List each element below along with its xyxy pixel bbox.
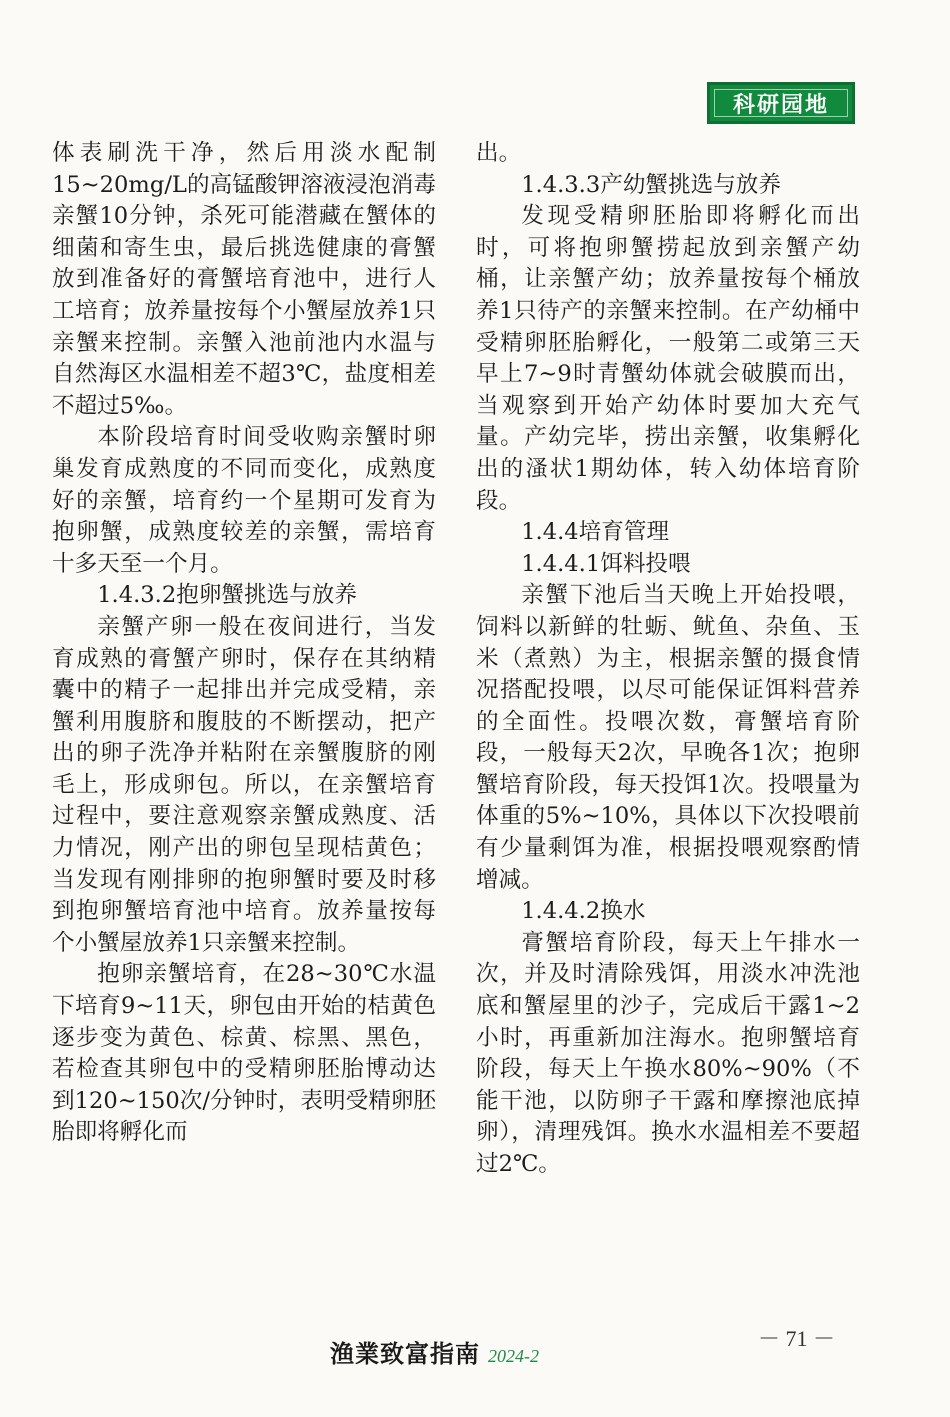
left-paragraph-4: 抱卵亲蟹培育，在28~30℃水温下培育9~11天，卵包由开始的桔黄色逐步变为黄色、棕黄、棕黑、黑色，若检查其卵包中的受精卵胚胎博动达到120~150次/分钟时，表明受精卵胚胎即将孵化而	[52, 961, 436, 1146]
section-badge	[707, 82, 855, 124]
heading-1-4-4: 1.4.4培育管理	[521, 519, 670, 546]
left-column	[52, 138, 436, 1149]
badge-frame	[714, 89, 848, 117]
footer	[330, 1334, 539, 1369]
left-paragraph-2: 本阶段培育时间受收购亲蟹时卵巢发育成熟度的不同而变化，成熟度好的亲蟹，培育约一个星期可发育为抱卵蟹，成熟度较差的亲蟹，需培育十多天至一个月。	[52, 424, 436, 577]
right-paragraph-2: 亲蟹下池后当天晚上开始投喂，饲料以新鲜的牡蛎、鱿鱼、杂鱼、玉米（煮熟）为主，根据亲蟹的摄食情况搭配投喂，以尽可能保证饵料营养的全面性。投喂次数，膏蟹培育阶段，一般每天2次，早晚各1次；抱卵蟹培育阶段，每天投饵1次。投喂量为体重的5%~10%，具体以下次投喂前有少量剩饵为准，根据投喂观察酌情增减。	[476, 582, 860, 893]
left-paragraph-1: 体表刷洗干净，然后用淡水配制15~20mg/L的高锰酸钾溶液浸泡消毒亲蟹10分钟，杀死可能潜藏在蟹体的细菌和寄生虫，最后挑选健康的膏蟹放到准备好的膏蟹培育池中，进行人工培育；放养量按每个小蟹屋放养1只亲蟹来控制。亲蟹入池前池内水温与自然海区水温相差不超3℃，盐度相差不超过5‰。	[52, 140, 436, 419]
section-badge-label: 科研园地	[732, 92, 829, 118]
left-paragraph-3: 亲蟹产卵一般在夜间进行，当发育成熟的膏蟹产卵时，保存在其纳精囊中的精子一起排出并完成受精，亲蟹利用腹脐和腹肢的不断摆动，把产出的卵子洗净并粘附在亲蟹腹脐的刚毛上，形成卵包。所以，在亲蟹培育过程中，要注意观察亲蟹成熟度、活力情况，刚产出的卵包呈现桔黄色；当发现有刚排卵的抱卵蟹时要及时移到抱卵蟹培育池中培育。放养量按每个小蟹屋放养1只亲蟹来控制。	[52, 613, 436, 956]
heading-1-4-4-2: 1.4.4.2换水	[521, 898, 646, 925]
heading-1-4-4-1: 1.4.4.1饵料投喂	[521, 550, 691, 577]
journal-issue: 2024-2	[488, 1346, 539, 1366]
heading-1-4-3-3: 1.4.3.3产幼蟹挑选与放养	[521, 171, 781, 198]
right-column	[476, 138, 860, 1181]
page-number: － 71 －	[758, 1326, 836, 1351]
right-paragraph-1: 发现受精卵胚胎即将孵化而出时，可将抱卵蟹捞起放到亲蟹产幼桶，让亲蟹产幼；放养量按每个桶放养1只待产的亲蟹来控制。在产幼桶中受精卵胚胎孵化，一般第二或第三天早上7~9时青蟹幼体就会破膜而出，当观察到开始产幼体时要加大充气量。产幼完毕，捞出亲蟹，收集孵化出的溞状1期幼体，转入幼体培育阶段。	[476, 203, 860, 514]
right-paragraph-0: 出。	[476, 140, 522, 166]
heading-1-4-3-2: 1.4.3.2抱卵蟹挑选与放养	[97, 582, 357, 609]
right-paragraph-3: 膏蟹培育阶段，每天上午排水一次，并及时清除残饵，用淡水冲洗池底和蟹屋里的沙子，完成后干露1~2小时，再重新加注海水。抱卵蟹培育阶段，每天上午换水80%~90%（不能干池，以防卵子干露和摩擦池底掉卵），清理残饵。换水水温相差不要超过2℃。	[476, 929, 860, 1177]
journal-title: 渔業致富指南	[330, 1339, 480, 1368]
